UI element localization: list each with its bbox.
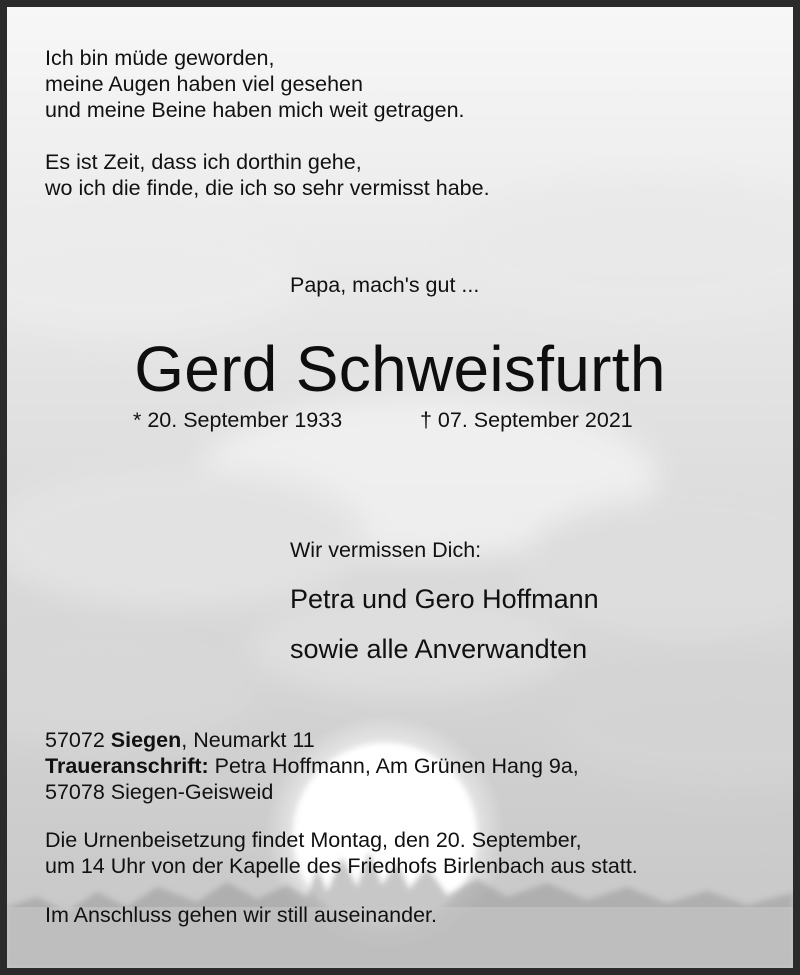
birth-date: * 20. September 1933 [133, 408, 343, 432]
mourners-names: Petra und Gero Hoffmann [290, 584, 599, 614]
closing-line: Im Anschluss gehen wir still auseinander. [45, 903, 437, 927]
poem-stanza-1 [45, 45, 465, 123]
ceremony-line: Die Urnenbeisetzung findet Montag, den 20. September, [45, 828, 582, 852]
condolence-address: Petra Hoffmann, Am Grünen Hang 9a, [208, 754, 579, 778]
poem-line: und meine Beine haben mich weit getragen. [45, 98, 465, 122]
address-line-2 [45, 753, 579, 779]
city: Siegen [110, 728, 182, 752]
mourners-intro: Wir vermissen Dich: [290, 538, 482, 562]
death-date: † 07. September 2021 [420, 408, 633, 432]
ceremony-line: um 14 Uhr von der Kapelle des Friedhofs Birlenbach aus statt. [45, 854, 638, 878]
postal-code: 57072 [45, 728, 105, 752]
farewell-line: Papa, mach's gut ... [290, 273, 480, 297]
street: , Neumarkt 11 [181, 728, 315, 752]
condolence-label: Traueranschrift: [45, 754, 209, 778]
ceremony-info [45, 827, 638, 879]
mourners-others: sowie alle Anverwandten [290, 634, 588, 664]
address-line-1 [45, 727, 579, 753]
poem-stanza-2 [45, 149, 490, 201]
poem-line: Es ist Zeit, dass ich dorthin gehe, [45, 150, 362, 174]
poem-line: wo ich die finde, die ich so sehr vermisst habe. [45, 176, 490, 200]
clouds [7, 177, 793, 787]
address-block [45, 727, 579, 805]
deceased-name: Gerd Schweisfurth [134, 333, 666, 405]
address-line-3: 57078 Siegen-Geisweid [45, 780, 274, 804]
poem-line: meine Augen haben viel gesehen [45, 72, 363, 96]
poem-line: Ich bin müde geworden, [45, 46, 275, 70]
